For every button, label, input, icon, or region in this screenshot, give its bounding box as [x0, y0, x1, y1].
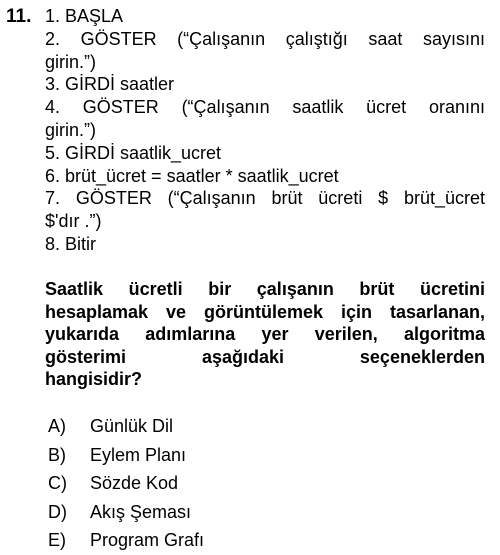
step-line: girin.”): [45, 51, 97, 72]
option-b[interactable]: [48, 441, 468, 470]
option-text: Eylem Planı: [90, 444, 187, 465]
option-text: Günlük Dil: [90, 416, 174, 436]
question-prompt: [45, 278, 485, 391]
step-line: 6. brüt_ücret = saatler * saatlik_ucret: [45, 165, 339, 186]
prompt-line: yukarıda adımlarına yer verilen, algoritma: [45, 324, 485, 345]
step-line: 8. Bitir: [45, 233, 97, 254]
step-line: 2. GÖSTER (“Çalışanın çalıştığı saat sayısını: [45, 28, 485, 49]
step-line: 5. GİRDİ saatlik_ucret: [45, 142, 222, 163]
step-line: 1. BAŞLA: [45, 6, 124, 26]
prompt-line: gösterimi aşağıdaki seçeneklerden: [45, 346, 485, 367]
step-line: girin.”): [45, 119, 97, 140]
step-line: 7. GÖSTER (“Çalışanın brüt ücreti $ brüt_ücret: [45, 188, 485, 209]
question-number: 11.: [6, 6, 32, 27]
option-text: Sözde Kod: [90, 473, 179, 494]
option-a[interactable]: [48, 412, 468, 441]
prompt-line: Saatlik ücretli bir çalışanın brüt ücretini: [45, 279, 485, 299]
option-text: Program Grafı: [90, 530, 205, 551]
prompt-line: hangisidir?: [45, 369, 143, 390]
answer-options: [48, 412, 468, 555]
option-e[interactable]: [48, 526, 468, 555]
option-text: Akış Şeması: [90, 501, 192, 522]
option-letter: C): [48, 473, 67, 494]
prompt-line: hesaplamak ve görüntülemek için tasarlanan,: [45, 301, 485, 322]
option-letter: B): [48, 444, 66, 465]
step-line: 3. GİRDİ saatler: [45, 74, 175, 95]
option-letter: A): [48, 416, 66, 436]
option-c[interactable]: [48, 469, 468, 498]
option-d[interactable]: [48, 498, 468, 527]
option-letter: D): [48, 501, 67, 522]
option-letter: E): [48, 530, 66, 551]
step-line: 4. GÖSTER (“Çalışanın saatlik ücret oranını: [45, 97, 485, 118]
algorithm-steps: [45, 5, 485, 256]
step-line: $'dır .”): [45, 211, 102, 232]
